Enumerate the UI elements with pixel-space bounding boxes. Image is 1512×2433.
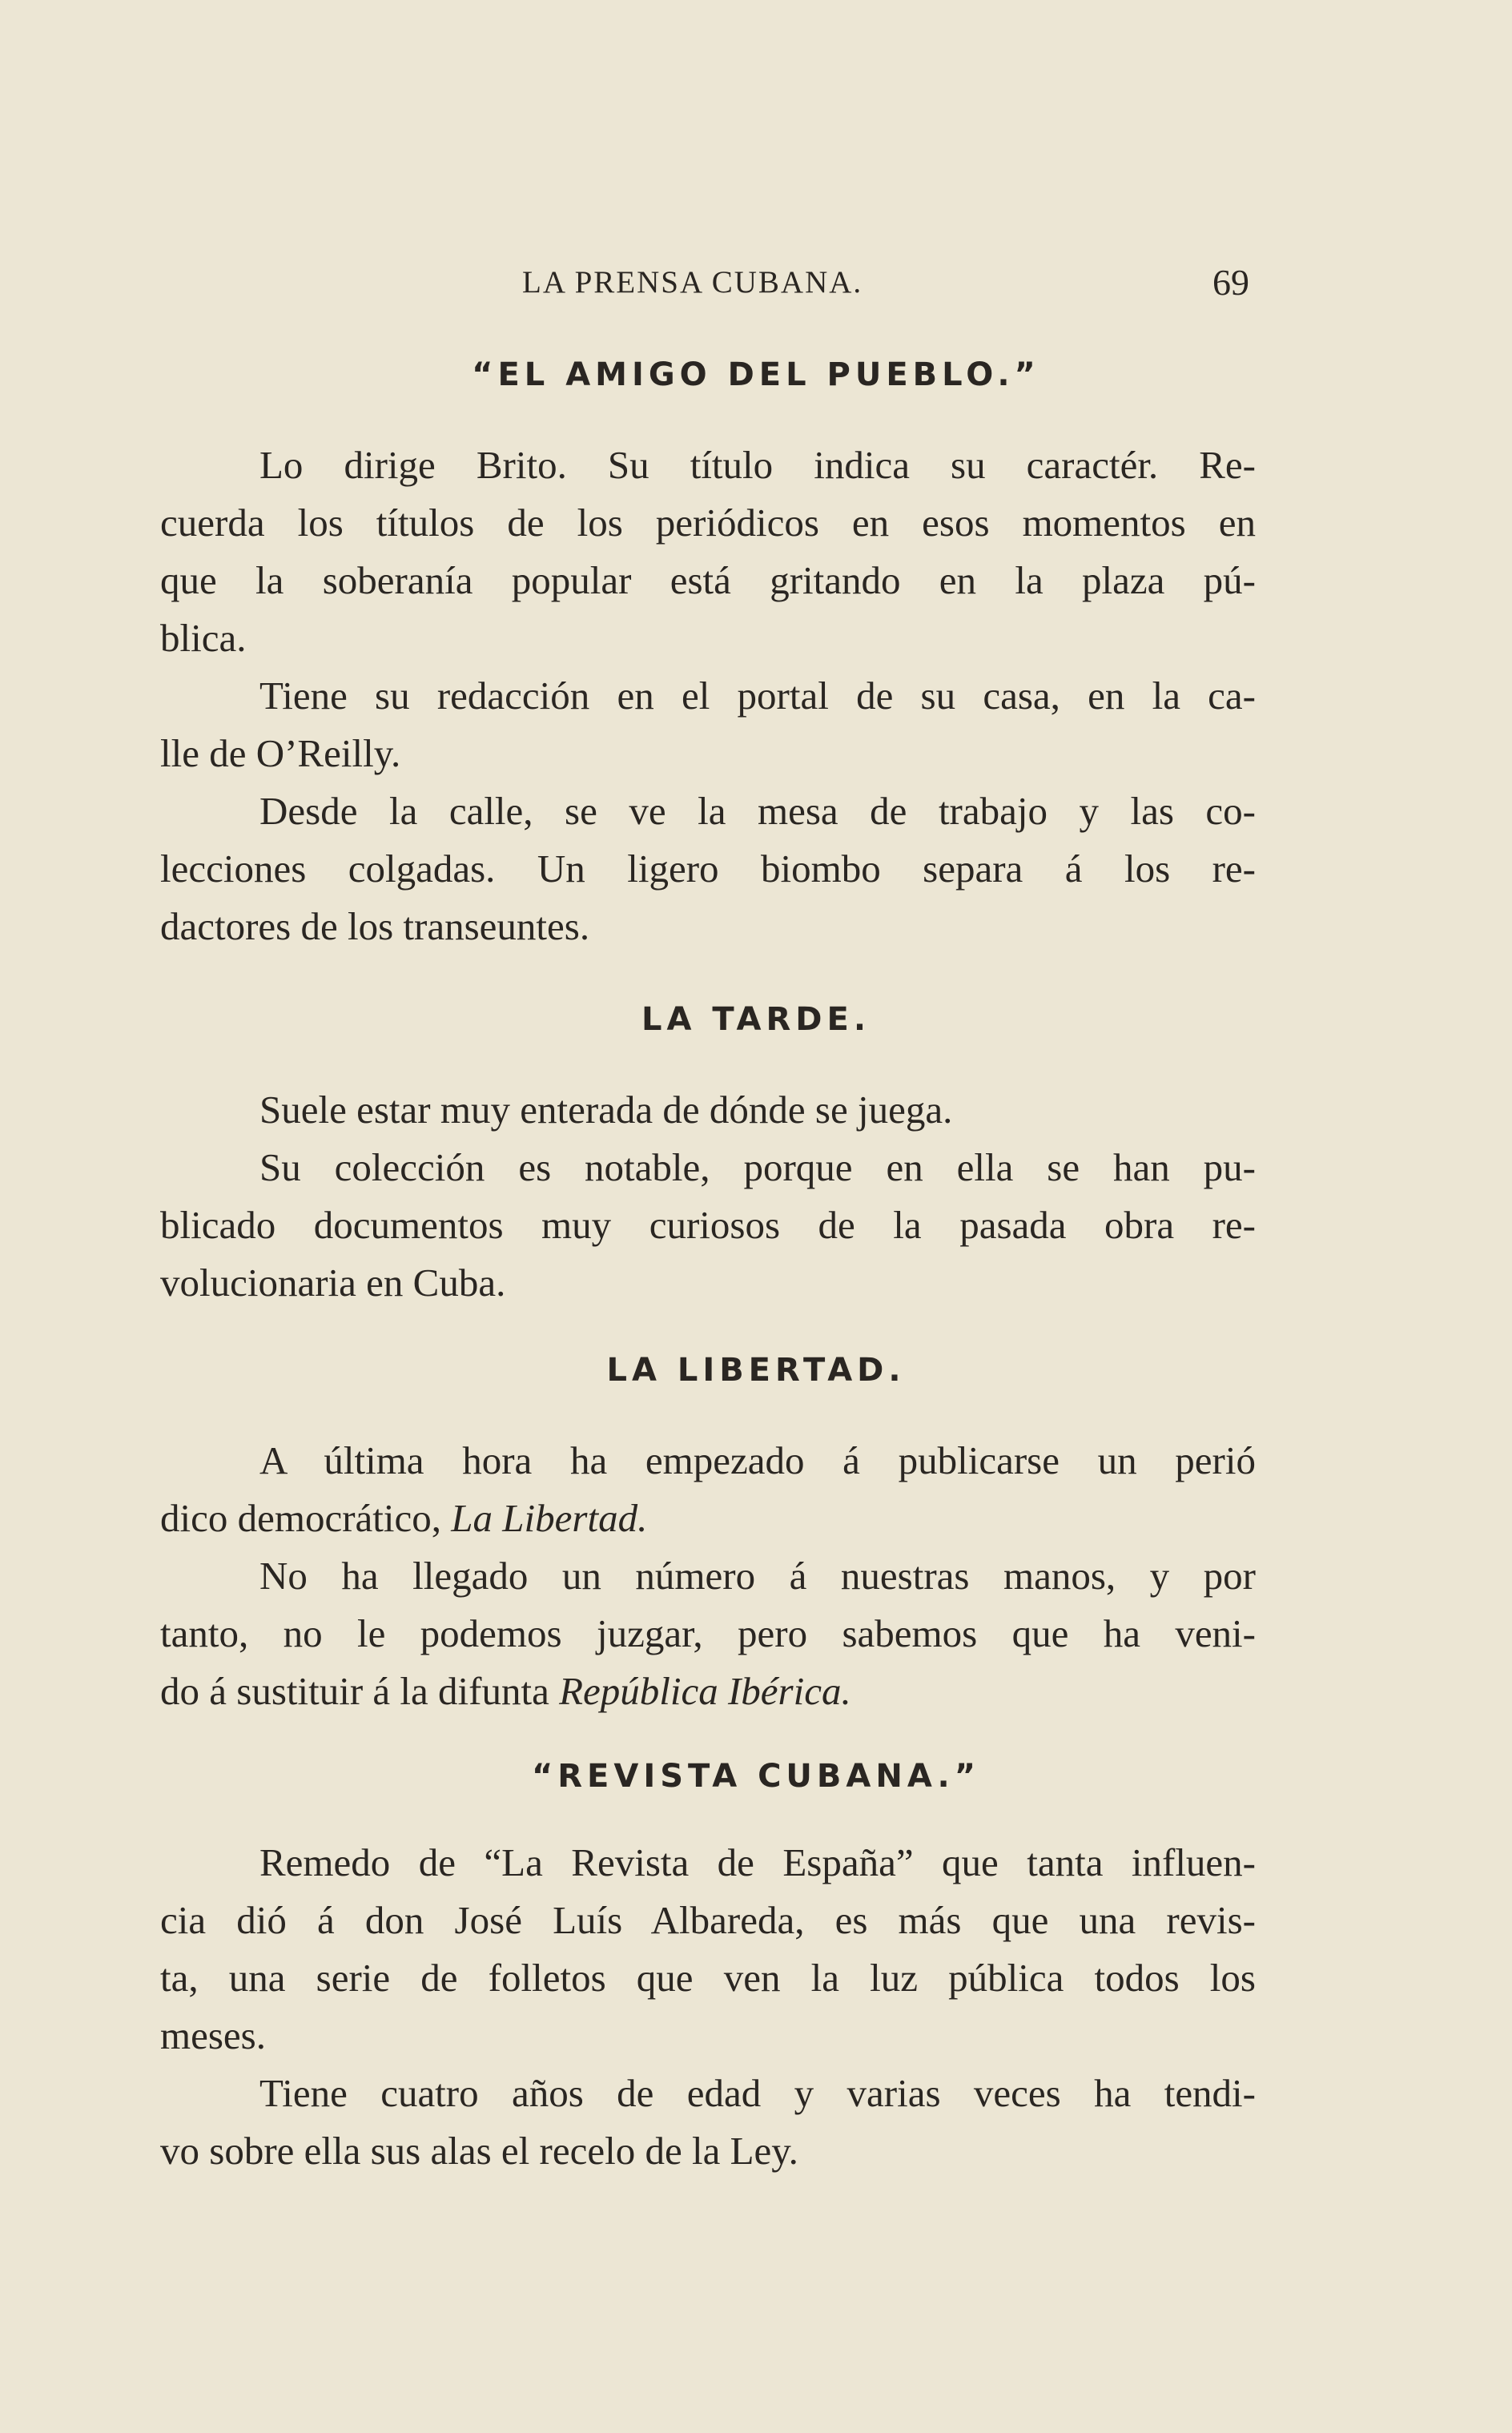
section-heading: LA LIBERTAD. <box>606 1352 906 1389</box>
text-line: Su colección es notable, porque en ella se han pu- <box>259 1145 1256 1189</box>
paragraph <box>160 1834 1256 2065</box>
text-line: Desde la calle, se ve la mesa de trabajo y las co- <box>259 789 1256 833</box>
text-line: que la soberanía popular está gritando en la plaza pú- <box>160 558 1256 602</box>
page-header <box>160 264 1249 312</box>
paragraph <box>160 1432 1256 1547</box>
paragraph <box>160 436 1256 667</box>
paragraph <box>160 782 1256 955</box>
text-line: lecciones colgadas. Un ligero biombo separa á los re- <box>160 847 1256 891</box>
text-line: A última hora ha empezado á publicarse un perió <box>259 1438 1256 1482</box>
section-heading: LA TARDE. <box>641 1001 871 1038</box>
text-line: Lo dirige Brito. Su título indica su caractér. Re- <box>259 443 1256 487</box>
text-fragment: do á sustituir á la difunta <box>160 1669 549 1713</box>
text-line: vo sobre ella sus alas el recelo de la Ley. <box>160 2129 798 2173</box>
text-line: blicado documentos muy curiosos de la pasada obra re- <box>160 1203 1256 1247</box>
text-line: cia dió á don José Luís Albareda, es más que una revis- <box>160 1898 1256 1942</box>
text-line: Remedo de “La Revista de España” que tanta influen- <box>259 1840 1256 1884</box>
running-title: LA PRENSA CUBANA. <box>522 265 863 300</box>
text-line: lle de O’Reilly. <box>160 731 401 775</box>
text-line: dactores de los transeuntes. <box>160 904 590 948</box>
paragraph <box>160 667 1256 782</box>
paragraph <box>160 1081 1256 1139</box>
text-line: volucionaria en Cuba. <box>160 1261 506 1305</box>
page-number: 69 <box>1212 262 1249 303</box>
paragraph <box>160 2065 1256 2180</box>
section-heading: “EL AMIGO DEL PUEBLO.” <box>472 356 1040 393</box>
text-line: No ha llegado un número á nuestras manos, y por <box>259 1554 1256 1598</box>
newspaper-title: La Libertad. <box>451 1496 648 1540</box>
text-line: Tiene su redacción en el portal de su casa, en la ca- <box>259 674 1256 718</box>
text-line: Tiene cuatro años de edad y varias veces ha tendi- <box>259 2071 1256 2115</box>
text-line: ta, una serie de folletos que ven la luz pública todos los <box>160 1956 1256 2000</box>
paragraph <box>160 1547 1256 1720</box>
text-line: meses. <box>160 2013 266 2057</box>
newspaper-title: República Ibérica. <box>559 1669 851 1713</box>
text-line: cuerda los títulos de los periódicos en esos momentos en <box>160 501 1256 545</box>
text-fragment: dico democrático, <box>160 1496 442 1540</box>
text-line: tanto, no le podemos juzgar, pero sabemos que ha veni- <box>160 1611 1256 1655</box>
paragraph <box>160 1139 1256 1312</box>
text-line <box>160 1490 1256 1547</box>
text-line: blica. <box>160 616 247 660</box>
section-heading: “REVISTA CUBANA.” <box>531 1758 981 1795</box>
text-line <box>160 1663 1256 1720</box>
text-line: Suele estar muy enterada de dónde se juega. <box>259 1088 953 1132</box>
